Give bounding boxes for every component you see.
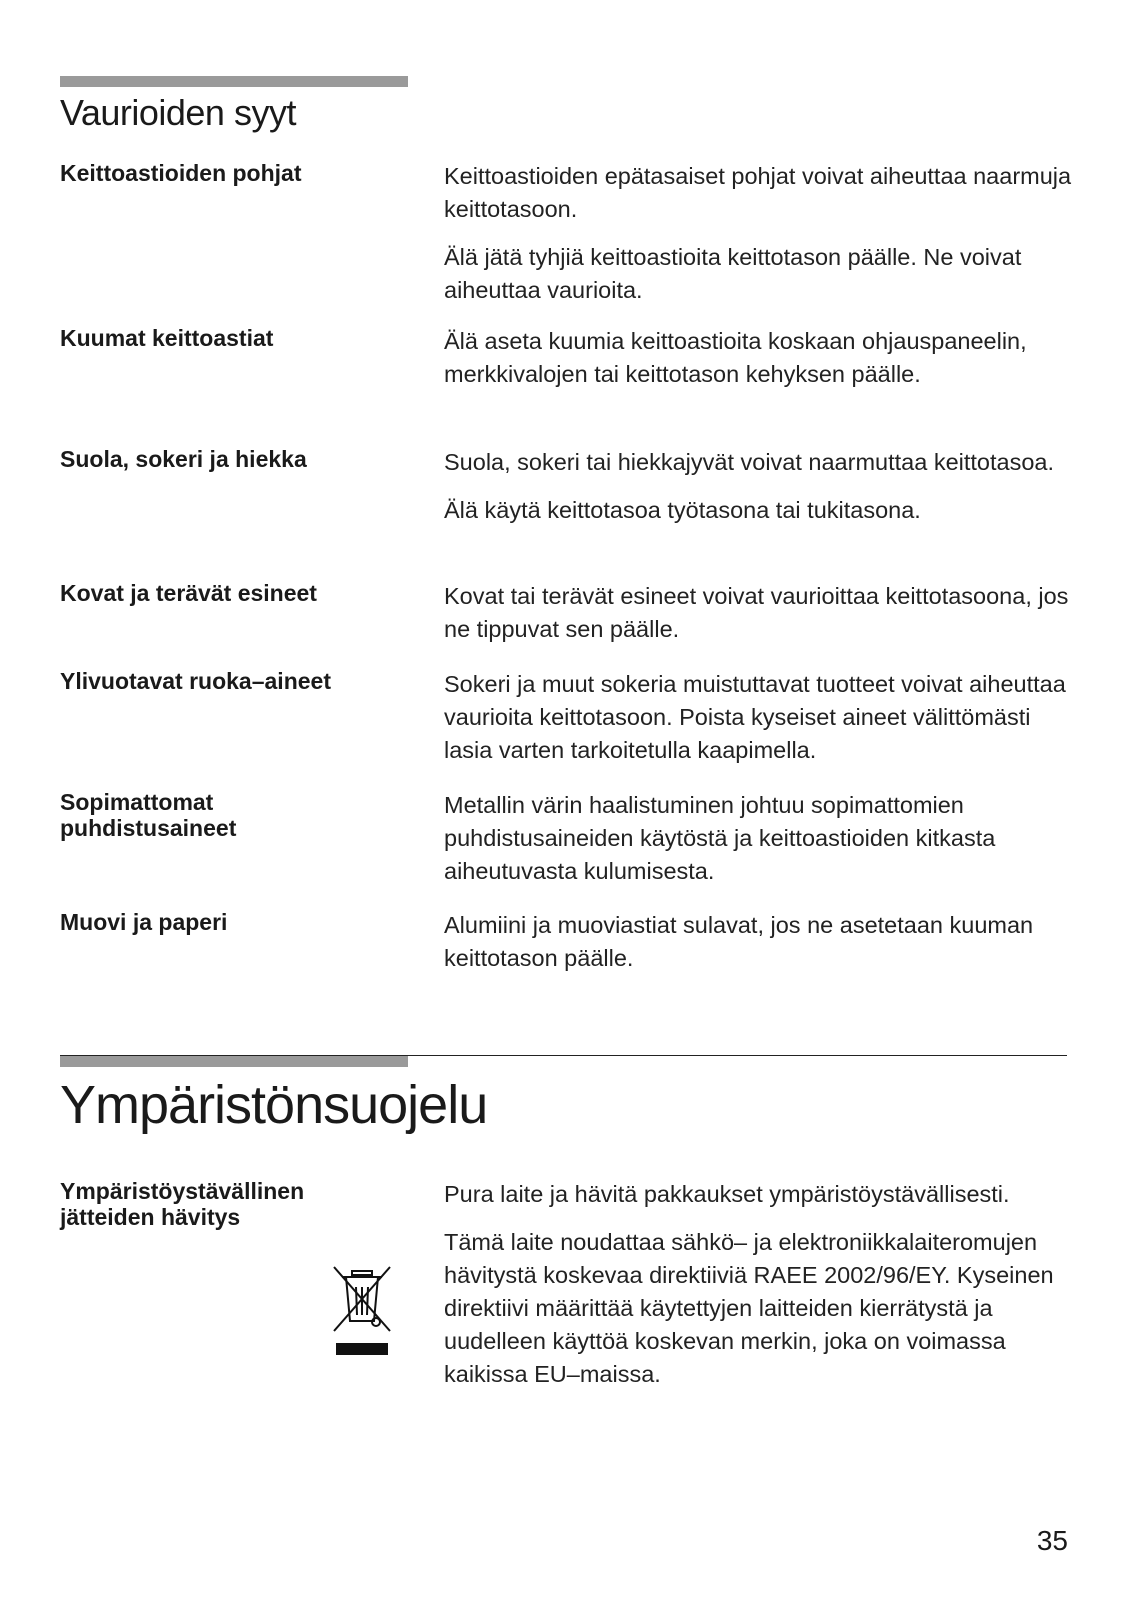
row-description bbox=[444, 446, 1084, 542]
row-label: Suola, sokeri ja hiekka bbox=[60, 446, 307, 472]
weee-crossed-bin-icon bbox=[332, 1265, 392, 1357]
paragraph: Sokeri ja muut sokeria muistuttavat tuotteet voivat aiheuttaa vaurioita keittotasoon. Poista kyseiset aineet välittömästi lasia varten tarkoitetulla kaapimella. bbox=[444, 671, 1066, 763]
row-label: Sopimattomat puhdistusaineet bbox=[60, 789, 237, 841]
paragraph: Suola, sokeri tai hiekkajyvät voivat naarmuttaa keittotasoa. bbox=[444, 449, 1055, 475]
row-label: Ympäristöystävällinen jätteiden hävitys bbox=[60, 1178, 305, 1230]
paragraph: Keittoastioiden epätasaiset pohjat voivat aiheuttaa naarmuja keittotasoon. bbox=[444, 163, 1072, 222]
paragraph: Älä jätä tyhjiä keittoastioita keittotason päälle. Ne voivat aiheuttaa vaurioita. bbox=[444, 244, 1022, 303]
page-number: 35 bbox=[1036, 1525, 1068, 1556]
row-label: Kovat ja terävät esineet bbox=[60, 580, 317, 606]
row-description bbox=[444, 1178, 1084, 1406]
paragraph: Kovat tai terävät esineet voivat vaurioittaa keittotasoona, jos ne tippuvat sen päälle. bbox=[444, 583, 1069, 642]
row-description bbox=[444, 325, 1084, 406]
row-description bbox=[444, 160, 1084, 322]
row-description bbox=[444, 668, 1084, 782]
row-description bbox=[444, 580, 1084, 661]
row-description bbox=[444, 909, 1084, 990]
row-description bbox=[444, 789, 1084, 903]
paragraph: Tämä laite noudattaa sähkö– ja elektroniikkalaiteromujen hävitystä koskevaa direktiiviä RAEE 2002/96/EY. Kyseinen direktiivi määrittää käytettyjen laitteiden kierrätystä ja uudelleen käyttöä koskevan merkin, joka on voimassa kaikissa EU–maissa. bbox=[444, 1229, 1054, 1387]
section-title-environment: Ympäristönsuojelu bbox=[60, 1075, 488, 1135]
paragraph: Älä käytä keittotasoa työtasona tai tukitasona. bbox=[444, 497, 921, 523]
paragraph: Metallin värin haalistuminen johtuu sopimattomien puhdistusaineiden käytöstä ja keittoastioiden kitkasta aiheutuvasta kulumisesta. bbox=[444, 792, 996, 884]
paragraph: Pura laite ja hävitä pakkaukset ympäristöystävällisesti. bbox=[444, 1181, 1010, 1207]
row-label: Keittoastioiden pohjat bbox=[60, 160, 302, 186]
row-label: Ylivuotavat ruoka–aineet bbox=[60, 668, 331, 694]
section-rule bbox=[60, 76, 408, 87]
section-title-damage-causes: Vaurioiden syyt bbox=[60, 92, 296, 133]
paragraph: Alumiini ja muoviastiat sulavat, jos ne asetetaan kuuman keittotason päälle. bbox=[444, 912, 1034, 971]
row-label: Muovi ja paperi bbox=[60, 909, 228, 935]
paragraph: Älä aseta kuumia keittoastioita koskaan ohjauspaneelin, merkkivalojen tai keittotason kehyksen päälle. bbox=[444, 328, 1027, 387]
row-label: Kuumat keittoastiat bbox=[60, 325, 274, 351]
section-rule bbox=[60, 1056, 408, 1067]
